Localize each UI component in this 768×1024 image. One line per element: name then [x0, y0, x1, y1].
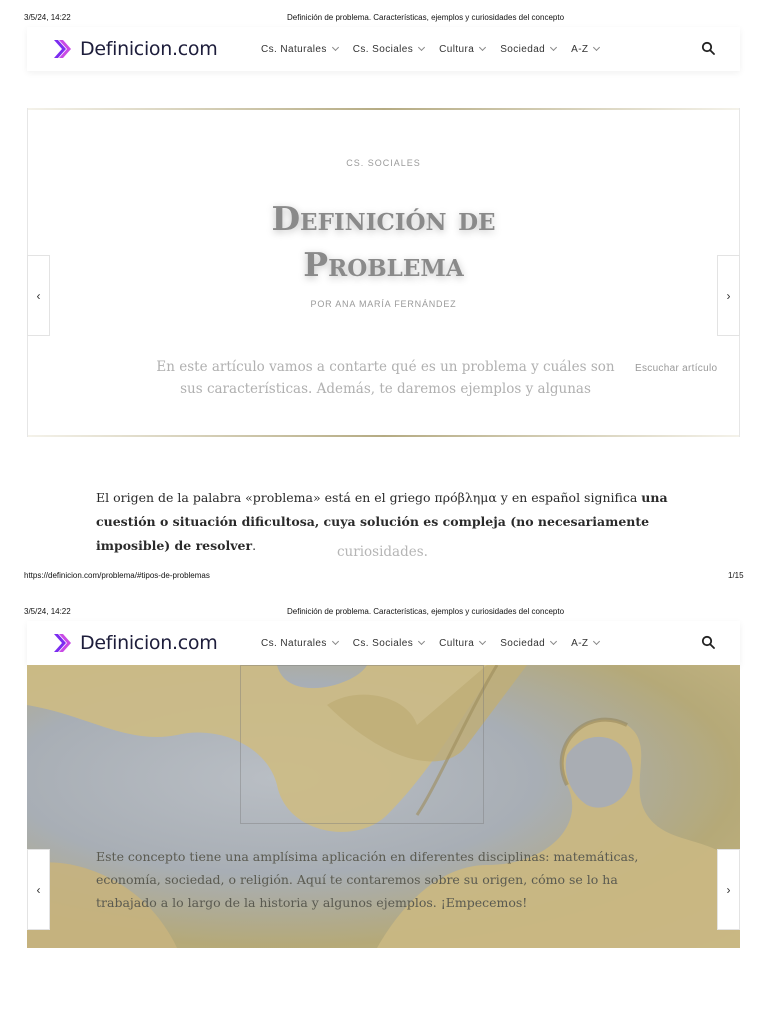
chevron-down-icon: [332, 44, 339, 51]
nav-item-cs-sociales[interactable]: Cs. Sociales: [353, 638, 424, 649]
listen-article-button[interactable]: Escuchar artículo: [635, 363, 718, 374]
article-hero: [27, 108, 740, 437]
chevron-down-icon: [593, 44, 600, 51]
print-page-number: 1/15: [728, 571, 744, 580]
nav-item-cs-naturales[interactable]: Cs. Naturales: [261, 44, 338, 55]
chevron-down-icon: [479, 638, 486, 645]
article-paragraph: Este concepto tiene una amplísima aplicación en diferentes disciplinas: matemáticas, economía, sociedad, o religión. Aquí te contaremos sobre su origen, cómo se lo ha trabajado a lo largo de la historia y algunos ejemplos. ¡Empecemos!: [96, 849, 639, 910]
next-button[interactable]: [717, 849, 740, 930]
chevron-right-icon: ›: [726, 288, 731, 303]
chevron-down-icon: [418, 44, 425, 51]
hero-image-puzzle: [27, 665, 740, 948]
chevron-right-icon: ›: [726, 882, 731, 897]
nav-item-cs-sociales[interactable]: Cs. Sociales: [353, 44, 424, 55]
chevron-down-icon: [479, 44, 486, 51]
chevron-down-icon: [593, 638, 600, 645]
page-title: Definición de Problema: [271, 199, 496, 284]
logo-text: Definicion.com: [80, 632, 218, 654]
chevron-left-icon: ‹: [36, 882, 41, 897]
nav-item-a-z[interactable]: A-Z: [571, 44, 599, 55]
chevron-down-icon: [418, 638, 425, 645]
print-url: https://definicion.com/problema/#tipos-de-problemas: [24, 571, 210, 580]
prev-button[interactable]: [27, 255, 50, 336]
nav-item-a-z[interactable]: A-Z: [571, 638, 599, 649]
print-doc-title: Definición de problema. Características, ejemplos y curiosidades del concepto: [287, 607, 565, 616]
nav-item-sociedad[interactable]: Sociedad: [500, 638, 556, 649]
next-button[interactable]: [717, 255, 740, 336]
logo[interactable]: [51, 38, 261, 60]
site-header: [27, 621, 740, 665]
search-icon[interactable]: [701, 635, 715, 649]
chevron-down-icon: [550, 638, 557, 645]
nav-item-cultura[interactable]: Cultura: [439, 638, 485, 649]
chevron-left-icon: ‹: [36, 288, 41, 303]
logo-icon: [51, 38, 73, 60]
image-frame: [240, 665, 484, 824]
search-icon[interactable]: [701, 41, 715, 55]
nav-item-cultura[interactable]: Cultura: [439, 44, 485, 55]
author-byline: POR ANA MARÍA FERNÁNDEZ: [310, 299, 457, 309]
main-nav: [261, 44, 614, 55]
prev-button[interactable]: [27, 849, 50, 930]
main-nav: [261, 638, 614, 649]
category-label[interactable]: CS. SOCIALES: [346, 158, 421, 168]
article-paragraph: El origen de la palabra «problema» está en el griego πρόβλημα y en español significa una cuestión o situación dificultosa, cuya solución es compleja (no necesariamente imposible) de resolver.: [96, 490, 668, 553]
emphasis-text: una cuestión o situación dificultosa, cuya solución es compleja (no necesariamente imposible) de resolver: [96, 490, 668, 553]
chevron-down-icon: [332, 638, 339, 645]
site-header: [27, 27, 740, 71]
print-doc-title: Definición de problema. Características, ejemplos y curiosidades del concepto: [287, 13, 565, 22]
logo-text: Definicion.com: [80, 38, 218, 60]
print-datetime: 3/5/24, 14:22: [24, 607, 71, 616]
logo-icon: [51, 632, 73, 654]
nav-item-sociedad[interactable]: Sociedad: [500, 44, 556, 55]
article-intro: En este artículo vamos a contarte qué es un problema y cuáles son sus características. Además, te daremos ejemplos y algunas: [156, 359, 615, 397]
logo[interactable]: [51, 632, 261, 654]
print-datetime: 3/5/24, 14:22: [24, 13, 71, 22]
faded-text: curiosidades.: [337, 544, 428, 560]
chevron-down-icon: [550, 44, 557, 51]
nav-item-cs-naturales[interactable]: Cs. Naturales: [261, 638, 338, 649]
